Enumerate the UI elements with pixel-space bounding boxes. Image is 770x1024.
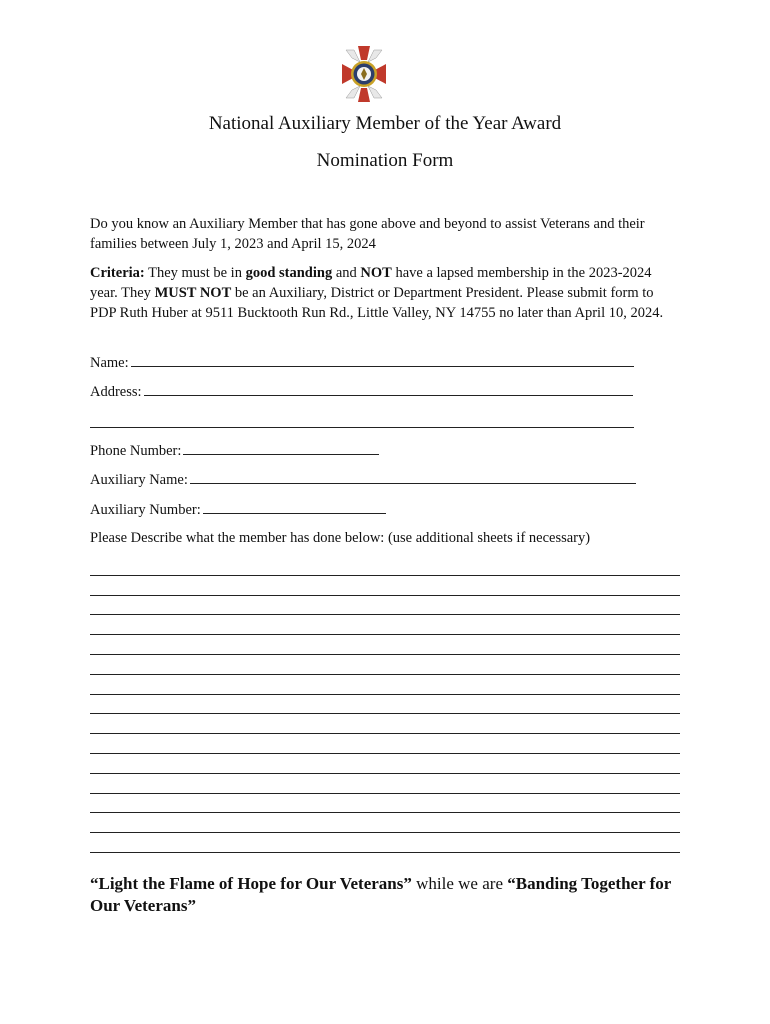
- name-field: [90, 352, 634, 373]
- description-line[interactable]: [90, 596, 680, 616]
- description-line[interactable]: [90, 813, 680, 833]
- page-title: National Auxiliary Member of the Year Award: [208, 113, 562, 134]
- description-line[interactable]: [90, 774, 680, 794]
- description-line[interactable]: [90, 675, 680, 695]
- phone-label: Phone Number:: [90, 443, 182, 459]
- address-label: Address:: [90, 384, 142, 400]
- auxiliary-number-label: Auxiliary Number:: [90, 502, 201, 518]
- vfw-auxiliary-emblem-icon: [340, 44, 388, 104]
- address-second-line[interactable]: [90, 427, 634, 428]
- description-line[interactable]: [90, 556, 680, 576]
- description-line[interactable]: [90, 635, 680, 655]
- description-line[interactable]: [90, 714, 680, 734]
- address-input-line[interactable]: [144, 381, 633, 396]
- description-line[interactable]: [90, 576, 680, 596]
- motto-text: [90, 873, 690, 917]
- auxiliary-name-field: [90, 469, 636, 490]
- description-line[interactable]: [90, 833, 680, 853]
- motto-text-1: while we are: [411, 874, 508, 893]
- criteria-paragraph: [90, 263, 680, 323]
- name-input-line[interactable]: [131, 352, 634, 367]
- motto-bold-1: “Light the Flame of Hope for Our Veterans”: [90, 874, 412, 893]
- address-field: [90, 381, 633, 402]
- auxiliary-number-input-line[interactable]: [203, 499, 386, 514]
- phone-field: [90, 440, 379, 461]
- motto-bold-2: “Banding Together for Our Veterans”: [90, 874, 671, 915]
- description-instructions: Please Describe what the member has done below: (use additional sheets if necessary): [90, 530, 591, 546]
- criteria-bold-must-not: MUST NOT: [154, 285, 232, 301]
- name-label: Name:: [90, 355, 129, 371]
- description-line[interactable]: [90, 754, 680, 774]
- criteria-text-2: and: [332, 265, 361, 281]
- criteria-bold-good-standing: good standing: [245, 265, 333, 281]
- auxiliary-number-field: [90, 499, 386, 520]
- description-line[interactable]: [90, 655, 680, 675]
- criteria-label: Criteria:: [90, 265, 145, 281]
- description-line[interactable]: [90, 615, 680, 635]
- description-line[interactable]: [90, 695, 680, 715]
- auxiliary-name-input-line[interactable]: [190, 469, 636, 484]
- description-area[interactable]: [90, 556, 680, 853]
- criteria-text-4: be an Auxiliary, District or Department President. Please submit form to PDP Ruth Huber at 9511 Bucktooth Run Rd., Little Valley, NY 14755 no later than April 10, 2024.: [90, 285, 664, 321]
- description-line[interactable]: [90, 734, 680, 754]
- phone-input-line[interactable]: [183, 440, 379, 455]
- auxiliary-name-label: Auxiliary Name:: [90, 472, 188, 488]
- intro-paragraph: Do you know an Auxiliary Member that has gone above and beyond to assist Veterans and their families between July 1, 2023 and April 15, 2024: [90, 216, 645, 252]
- criteria-text-1: They must be in: [144, 265, 246, 281]
- page-subtitle: Nomination Form: [316, 150, 454, 171]
- criteria-bold-not: NOT: [360, 265, 392, 281]
- description-line[interactable]: [90, 794, 680, 814]
- criteria-text-3: have a lapsed membership in the 2023-2024 year. They: [90, 265, 652, 301]
